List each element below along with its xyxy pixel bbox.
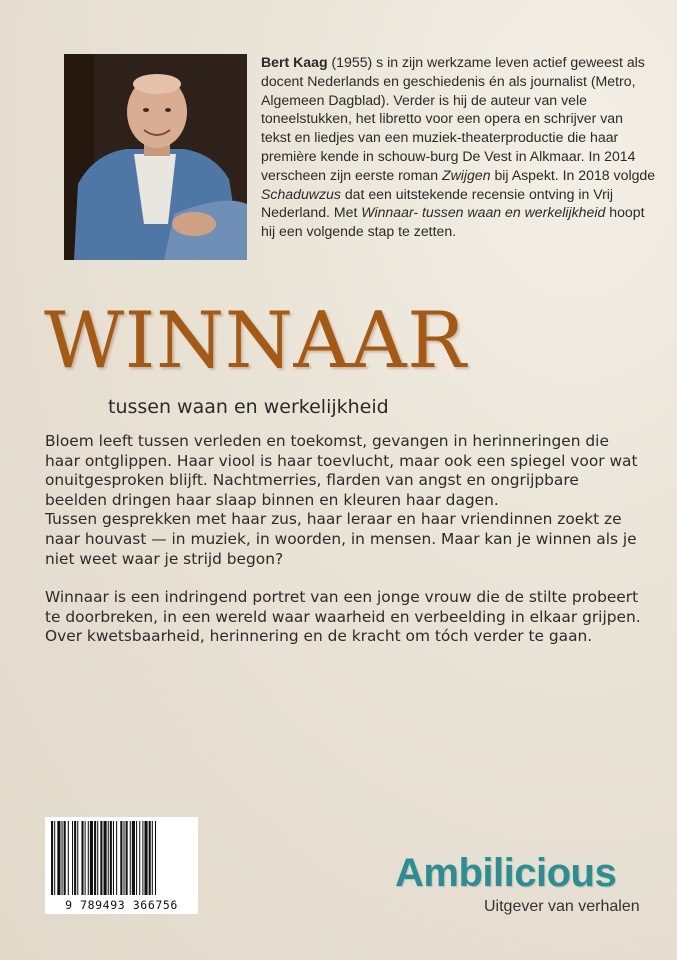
- barcode-bar: [136, 821, 137, 895]
- barcode-bar: [51, 821, 53, 895]
- barcode-bar: [139, 821, 140, 895]
- book-title-winnaar: Winnaar- tussen waan en werkelijkheid: [361, 204, 606, 221]
- isbn-number: 9 789493 366756: [65, 898, 178, 912]
- bio-text-1: (1955) s in zijn werkzame leven actief geweest als docent Nederlands en geschiedenis én als journalist (Metro, Algemeen Dagblad). Verder is hij de auteur van vele toneelstukken, het libretto voor een opera en schrijver van tekst en liedjes van een muziek-theaterproductie die haar première kende in schouw-burg De Vest in Alkmaar. In 2014 verscheen zijn eerste roman: [261, 54, 645, 183]
- barcode-bar: [64, 821, 66, 895]
- blurb-paragraph-3: Winnaar is een indringend portret van een jonge vrouw die de stilte probeert te doorbreken, in een wereld waar waarheid en verbeelding in elkaar grijpen. Over kwetsbaarheid, herinnering en de kracht om tóch verder te gaan.: [45, 588, 641, 646]
- author-bio: [261, 53, 656, 241]
- barcode-bar: [120, 821, 122, 895]
- barcode-bar: [97, 821, 98, 895]
- barcode-bar: [62, 821, 63, 895]
- barcode-bar: [132, 821, 135, 895]
- barcode-bar: [54, 821, 55, 895]
- barcode-bar: [74, 821, 76, 895]
- barcode-bar: [130, 821, 131, 895]
- barcode-bar: [123, 821, 124, 895]
- barcode-bars: [49, 821, 194, 895]
- barcode-bar: [110, 821, 112, 895]
- bio-text-3: dat een uitstekende recensie ontving in Vrij Nederland. Met: [261, 185, 614, 221]
- barcode-bar: [81, 821, 83, 895]
- book-title-zwijgen: Zwijgen: [441, 166, 491, 183]
- barcode-bar: [155, 821, 156, 895]
- back-cover-blurb: [45, 432, 645, 647]
- publisher-logo: Ambilicious: [395, 851, 617, 895]
- author-portrait-illustration: [64, 54, 247, 260]
- bio-text-4: hoopt hij een volgende stap te zetten.: [261, 204, 645, 240]
- barcode-bar: [142, 821, 143, 895]
- barcode-bar: [85, 821, 86, 895]
- author-name: Bert Kaag: [261, 54, 328, 70]
- barcode-bar: [144, 821, 147, 895]
- book-title: WINNAAR: [44, 296, 467, 386]
- blurb-paragraph-1: Bloem leeft tussen verleden en toekomst, gevangen in herinneringen die haar ontglippen. Haar viool is haar toevlucht, maar ook een spiegel voor wat onuitgesproken blijft. Nachtmerries, flarden van angst en ongrijpbare beelden dringen haar slaap binnen en kleuren haar dagen.: [45, 432, 638, 509]
- bio-text-2: bij Aspekt. In 2018 volgde: [490, 166, 656, 183]
- barcode-bar: [152, 821, 153, 895]
- barcode-bar: [126, 821, 128, 895]
- barcode-bar: [116, 821, 117, 895]
- barcode-bar: [57, 821, 60, 895]
- book-subtitle: tussen waan en werkelijkheid: [108, 396, 389, 418]
- barcode-bar: [100, 821, 102, 895]
- book-title-schaduwzus: Schaduwzus: [261, 185, 341, 202]
- barcode-bar: [77, 821, 78, 895]
- barcode-bar: [149, 821, 151, 895]
- author-photo: [64, 54, 247, 260]
- barcode-bar: [104, 821, 107, 895]
- barcode-bar: [72, 821, 73, 895]
- barcode-bar: [68, 821, 69, 895]
- barcode-bar: [108, 821, 109, 895]
- barcode-bar: [94, 821, 96, 895]
- isbn-barcode: [45, 817, 198, 914]
- barcode-bar: [90, 821, 93, 895]
- barcode-bar: [113, 821, 114, 895]
- publisher-tagline: Uitgever van verhalen: [484, 898, 640, 915]
- blurb-paragraph-2: Tussen gesprekken met haar zus, haar leraar en haar vriendinnen zoekt ze naar houvast — in muziek, in woorden, in mensen. Maar kan je winnen als je niet weet waar je strijd begon?: [45, 510, 637, 568]
- barcode-bar: [88, 821, 89, 895]
